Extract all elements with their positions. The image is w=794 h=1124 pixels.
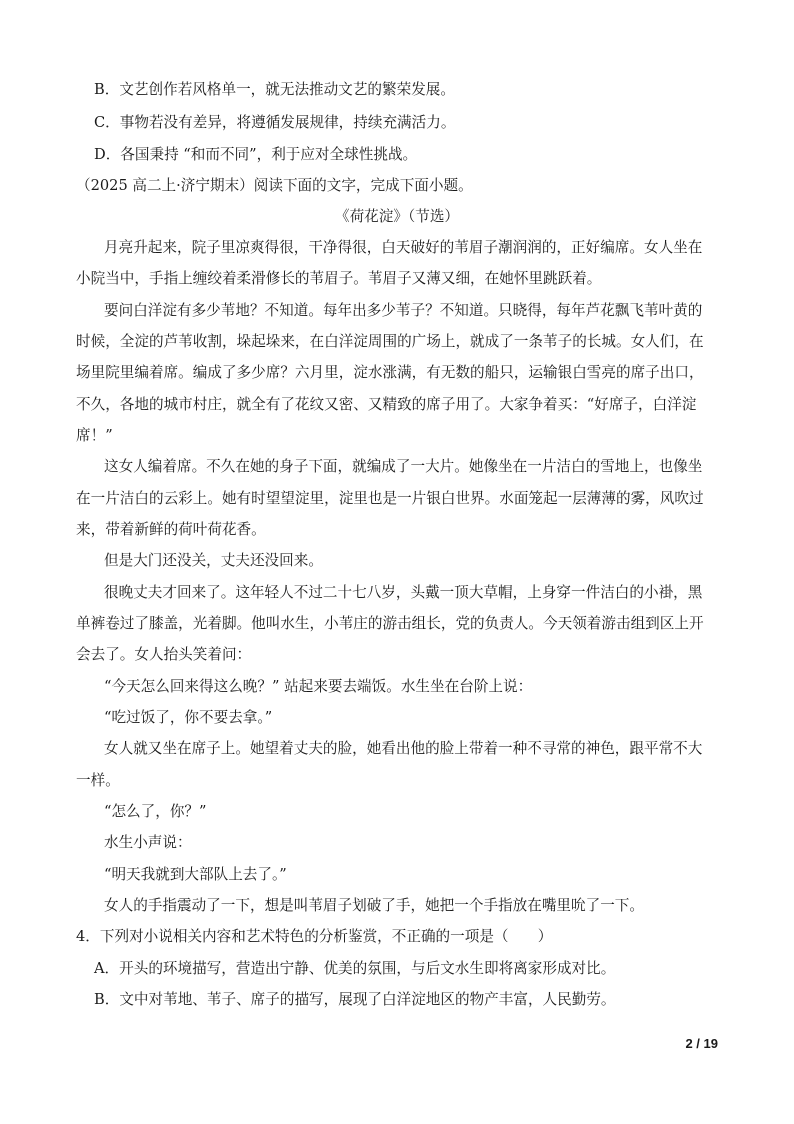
reading-intro: （2025 高二上·济宁期末）阅读下面的文字，完成下面小题。	[76, 177, 473, 194]
passage-line: 来，带着新鲜的荷叶荷花香。	[76, 521, 266, 538]
option-c: C．事物若没有差异，将遵循发展规律，持续充满活力。	[94, 114, 456, 131]
passage-line: 会去了。女人抬头笑着问：	[76, 646, 252, 663]
passage-line: 这女人编着席。不久在她的身子下面，就编成了一大片。她像坐在一片洁白的雪地上，也像坐	[104, 458, 703, 475]
option-b: B．文艺创作若风格单一，就无法推动文艺的繁荣发展。	[94, 81, 455, 98]
passage-line: “吃过饭了，你不要去拿。”	[104, 709, 273, 726]
passage-line: 女人的手指震动了一下，想是叫苇眉子划破了手，她把一个手指放在嘴里吮了一下。	[104, 897, 644, 914]
passage-line: 不久，各地的城市村庄，就全有了花纹又密、又精致的席子用了。大家争着买：“好席子，白洋淀	[76, 396, 697, 413]
passage-line: 席！”	[76, 427, 113, 444]
passage-line: 一样。	[76, 772, 120, 789]
passage-line: “明天我就到大部队上去了。”	[104, 866, 287, 883]
passage-line: “今天怎么回来得这么晚？” 站起来要去端饭。水生坐在台阶上说：	[104, 678, 533, 695]
passage-line: 月亮升起来，院子里凉爽得很，干净得很，白天破好的苇眉子潮润润的，正好编席。女人坐在	[104, 239, 703, 256]
page-number: 2 / 19	[685, 1036, 718, 1051]
question-4: 4．下列对小说相关内容和艺术特色的分析鉴赏，不正确的一项是（ ）	[76, 928, 553, 945]
passage-line: 女人就又坐在席子上。她望着丈夫的脸，她看出他的脸上带着一种不寻常的神色，跟平常不大	[104, 740, 703, 757]
passage-line: 但是大门还没关，丈夫还没回来。	[104, 552, 323, 569]
passage-line: 水生小声说：	[104, 834, 192, 851]
passage-line: 小院当中，手指上缠绞着柔滑修长的苇眉子。苇眉子又薄又细，在她怀里跳跃着。	[76, 270, 602, 287]
q4-option-a: A．开头的环境描写，营造出宁静、优美的氛围，与后文水生即将离家形成对比。	[94, 960, 616, 977]
passage-title: 《荷花淀》（节选）	[334, 208, 460, 225]
passage-line: 要问白洋淀有多少苇地？不知道。每年出多少苇子？不知道。只晓得，每年芦花飘飞苇叶黄的	[104, 302, 703, 319]
passage-line: 时候，全淀的芦苇收割，垛起垛来，在白洋淀周围的广场上，就成了一条苇子的长城。女人们，在	[76, 333, 704, 350]
passage-line: 在一片洁白的云彩上。她有时望望淀里，淀里也是一片银白世界。水面笼起一层薄薄的雾，风吹过	[76, 490, 704, 507]
option-d: D．各国秉持 “和而不同”，利于应对全球性挑战。	[94, 146, 418, 163]
passage-line: 很晚丈夫才回来了。这年轻人不过二十七八岁，头戴一顶大草帽，上身穿一件洁白的小褂，黑	[104, 584, 703, 601]
q4-option-b: B．文中对苇地、苇子、席子的描写，展现了白洋淀地区的物产丰富，人民勤劳。	[94, 991, 616, 1008]
passage-line: 单裤卷过了膝盖，光着脚。他叫水生，小苇庄的游击组长，党的负责人。今天领着游击组到区上开	[76, 615, 704, 632]
passage-line: “怎么了，你？”	[104, 803, 207, 820]
passage-line: 场里院里编着席。编成了多少席？六月里，淀水涨满，有无数的船只，运输银白雪亮的席子出口，	[76, 364, 704, 381]
